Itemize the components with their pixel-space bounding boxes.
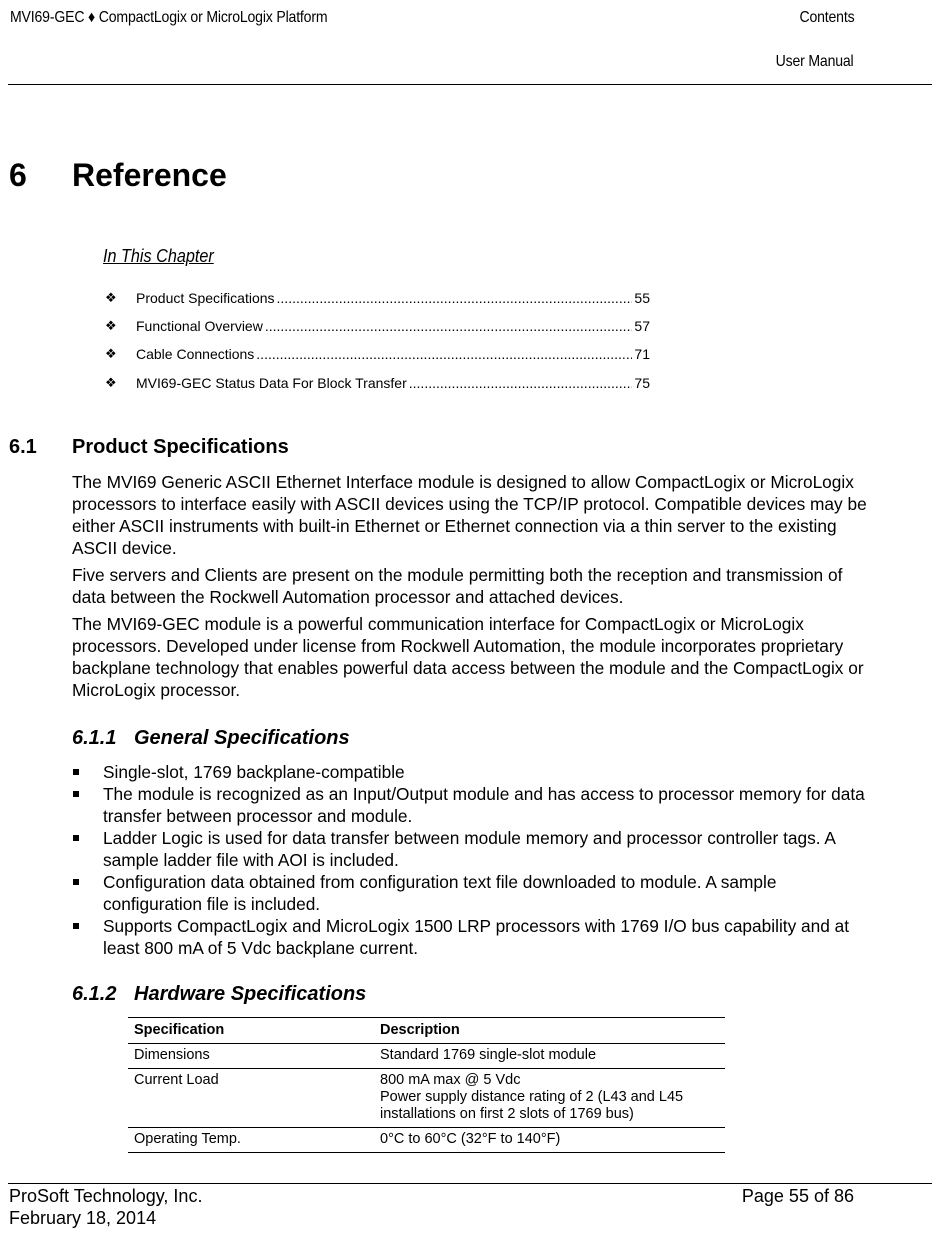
header-product-title: MVI69-GEC ♦ CompactLogix or MicroLogix Platform	[10, 9, 328, 26]
desc-line: Power supply distance rating of 2 (L43 and L45 installations on first 2 slots of 1769 bus)	[380, 1089, 684, 1122]
list-item	[72, 827, 872, 871]
list-item-text: Single-slot, 1769 backplane-compatible	[103, 762, 405, 782]
toc-leader-dots	[409, 375, 633, 391]
table-cell-desc	[374, 1128, 725, 1153]
diamond-bullet-icon: ❖	[105, 346, 117, 361]
toc-entry-title: MVI69-GEC Status Data For Block Transfer	[136, 375, 407, 391]
header-contents-label: Contents	[799, 9, 854, 26]
toc-entry[interactable]	[105, 290, 650, 312]
subsection-number: 6.1.2	[72, 983, 117, 1005]
toc-entry[interactable]	[105, 375, 650, 397]
square-bullet-icon	[73, 769, 79, 775]
toc-entry-title: Product Specifications	[136, 290, 275, 306]
square-bullet-icon	[73, 835, 79, 841]
desc-line: Standard 1769 single-slot module	[380, 1047, 597, 1063]
diamond-bullet-icon: ❖	[105, 318, 117, 333]
footer-company: ProSoft Technology, Inc.	[9, 1186, 203, 1206]
subsection-title: General Specifications	[134, 727, 350, 749]
table-header-row	[128, 1018, 725, 1044]
column-header-specification: Specification	[128, 1018, 374, 1044]
square-bullet-icon	[73, 923, 79, 929]
section-title: Product Specifications	[72, 436, 289, 458]
column-header-description: Description	[374, 1018, 725, 1044]
toc-entry-title: Cable Connections	[136, 346, 255, 362]
toc-entry[interactable]	[105, 318, 650, 340]
chapter-number: 6	[9, 157, 27, 193]
diamond-bullet-icon: ❖	[105, 375, 117, 390]
footer-date: February 18, 2014	[9, 1208, 157, 1228]
header-rule	[8, 84, 932, 85]
toc-entry-page: 55	[634, 290, 650, 306]
in-this-chapter-heading: In This Chapter	[103, 246, 214, 266]
footer-page-number: Page 55 of 86	[741, 1186, 854, 1206]
table-row	[128, 1128, 725, 1153]
toc-entry[interactable]	[105, 346, 650, 368]
section-number: 6.1	[9, 436, 37, 458]
body-paragraph: Five servers and Clients are present on the module permitting both the reception and transmission of data between the Rockwell Automation processor and attached devices.	[72, 565, 843, 607]
table-cell-spec: Operating Temp.	[128, 1128, 374, 1153]
list-item-text: Configuration data obtained from configuration text file downloaded to module. A sample configuration file is included.	[103, 872, 777, 914]
body-paragraph: The MVI69-GEC module is a powerful communication interface for CompactLogix or MicroLogix processors. Developed under license from Rockwell Automation, the module incorporates proprietary backplane technology that enables powerful data access between the module and the CompactLogix or MicroLogix processor.	[72, 614, 864, 700]
list-item-text: Ladder Logic is used for data transfer between module memory and processor controller tags. A sample ladder file with AOI is included.	[103, 828, 835, 870]
hardware-specifications-table	[128, 1017, 725, 1153]
toc-leader-dots	[256, 346, 632, 362]
general-specifications-list	[72, 761, 872, 959]
desc-line: 0°C to 60°C (32°F to 140°F)	[380, 1131, 561, 1147]
list-item-text: The module is recognized as an Input/Output module and has access to processor memory for data transfer between processor and module.	[103, 784, 865, 826]
toc-leader-dots	[277, 290, 633, 306]
subsection-title: Hardware Specifications	[134, 983, 367, 1005]
desc-line: 800 mA max @ 5 Vdc	[380, 1072, 521, 1088]
chapter-title: Reference	[72, 157, 227, 193]
square-bullet-icon	[73, 879, 79, 885]
table-cell-spec: Current Load	[128, 1069, 374, 1128]
table-row	[128, 1044, 725, 1069]
list-item-text: Supports CompactLogix and MicroLogix 1500 LRP processors with 1769 I/O bus capability and at least 800 mA of 5 Vdc backplane current.	[103, 916, 850, 958]
header-user-manual-label: User Manual	[776, 53, 854, 70]
table-row	[128, 1069, 725, 1128]
list-item	[72, 761, 872, 783]
subsection-number: 6.1.1	[72, 727, 117, 749]
list-item	[72, 871, 872, 915]
toc-entry-page: 71	[634, 346, 650, 362]
footer-rule	[8, 1183, 932, 1184]
square-bullet-icon	[73, 791, 79, 797]
toc-leader-dots	[265, 318, 633, 334]
table-cell-desc	[374, 1044, 725, 1069]
toc-entry-page: 57	[634, 318, 650, 334]
table-cell-desc	[374, 1069, 725, 1128]
diamond-bullet-icon: ❖	[105, 290, 117, 305]
list-item	[72, 783, 872, 827]
toc-entry-page: 75	[634, 375, 650, 391]
list-item	[72, 915, 872, 959]
table-cell-spec: Dimensions	[128, 1044, 374, 1069]
toc-entry-title: Functional Overview	[136, 318, 263, 334]
body-paragraph: The MVI69 Generic ASCII Ethernet Interface module is designed to allow CompactLogix or MicroLogix processors to interface easily with ASCII devices using the TCP/IP protocol. Compatible devices may be either ASCII instruments with built-in Ethernet or Ethernet connection via a thin server to the existing ASCII device.	[72, 472, 867, 558]
